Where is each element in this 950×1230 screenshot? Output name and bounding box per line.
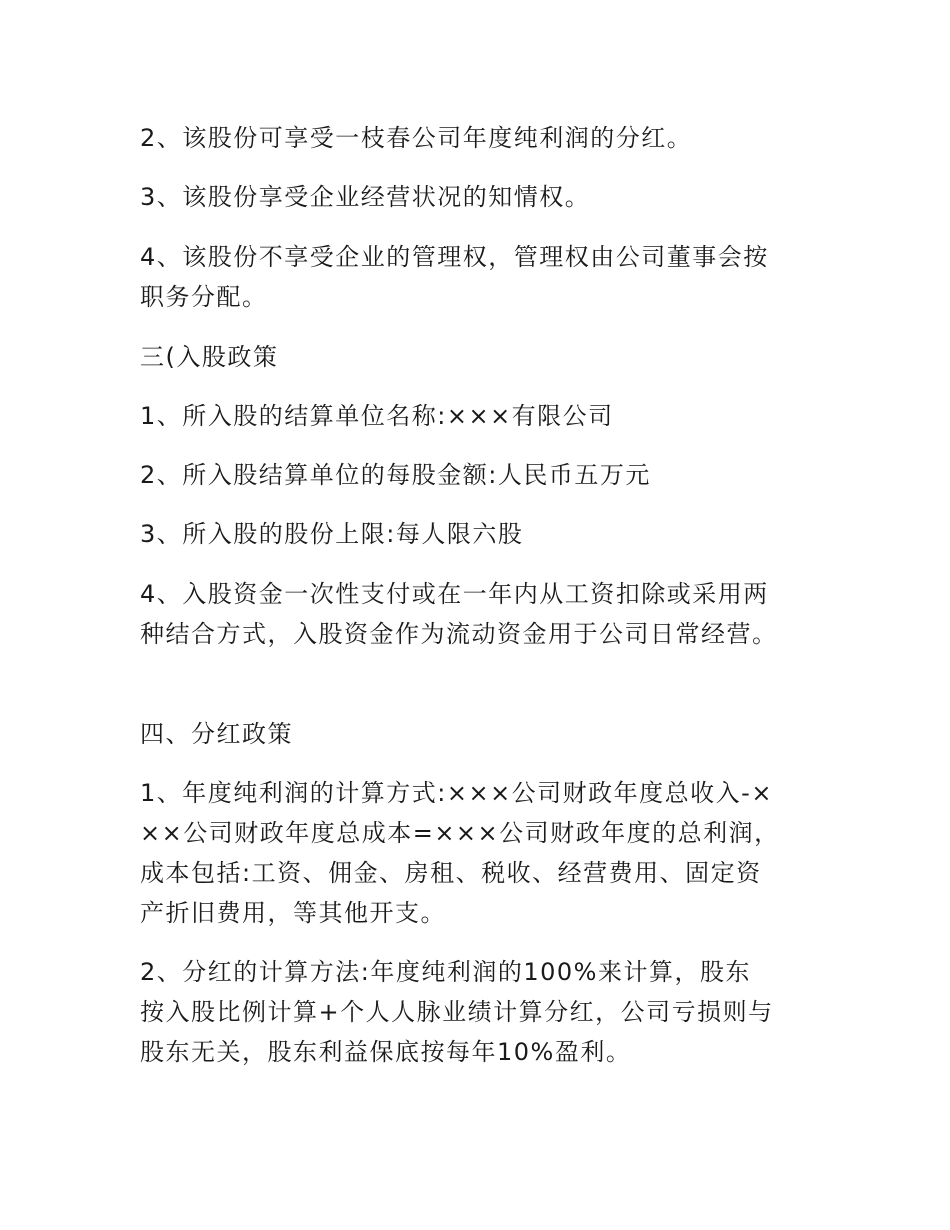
text-line: 职务分配。 — [140, 283, 268, 311]
text-line: 股东无关，股东利益保底按每年10%盈利。 — [140, 1038, 632, 1066]
paragraph-payment-method — [140, 574, 820, 654]
text-line: 产折旧费用，等其他开支。 — [140, 899, 446, 927]
section-heading-dividend-policy — [140, 714, 820, 754]
text-line: 2、所入股结算单位的每股金额:人民币五万元 — [140, 461, 651, 489]
text-line: 2、分红的计算方法:年度纯利润的100%来计算，股东 — [140, 958, 751, 986]
text-line: 1、年度纯利润的计算方式:×××公司财政年度总收入-× — [140, 779, 773, 807]
paragraph-share-limit — [140, 514, 820, 554]
paragraph-amount-per-share — [140, 455, 820, 495]
paragraph-share-dividend — [140, 118, 820, 158]
text-line: 成本包括:工资、佣金、房租、税收、经营费用、固定资 — [140, 859, 762, 887]
text-line: 四、分红政策 — [140, 720, 293, 748]
text-line: 3、该股份享受企业经营状况的知情权。 — [140, 183, 591, 211]
text-line: 三(入股政策 — [140, 343, 279, 371]
paragraph-dividend-calculation — [140, 952, 820, 1072]
paragraph-settlement-unit-name — [140, 396, 820, 436]
text-line: 4、该股份不享受企业的管理权，管理权由公司董事会按 — [140, 243, 769, 271]
paragraph-share-management-right — [140, 237, 820, 317]
text-line: 1、所入股的结算单位名称:×××有限公司 — [140, 402, 614, 430]
paragraph-share-information-right — [140, 177, 820, 217]
text-line: ××公司财政年度总成本=×××公司财政年度的总利润， — [140, 819, 780, 847]
text-line: 2、该股份可享受一枝春公司年度纯利润的分红。 — [140, 124, 693, 152]
paragraph-net-profit-calculation — [140, 773, 820, 933]
text-line: 按入股比例计算+个人人脉业绩计算分红，公司亏损则与 — [140, 998, 774, 1026]
section-heading-investment-policy — [140, 337, 820, 377]
text-line: 3、所入股的股份上限:每人限六股 — [140, 520, 524, 548]
text-line: 4、入股资金一次性支付或在一年内从工资扣除或采用两 — [140, 580, 769, 608]
text-line: 种结合方式，入股资金作为流动资金用于公司日常经营。 — [140, 620, 778, 648]
